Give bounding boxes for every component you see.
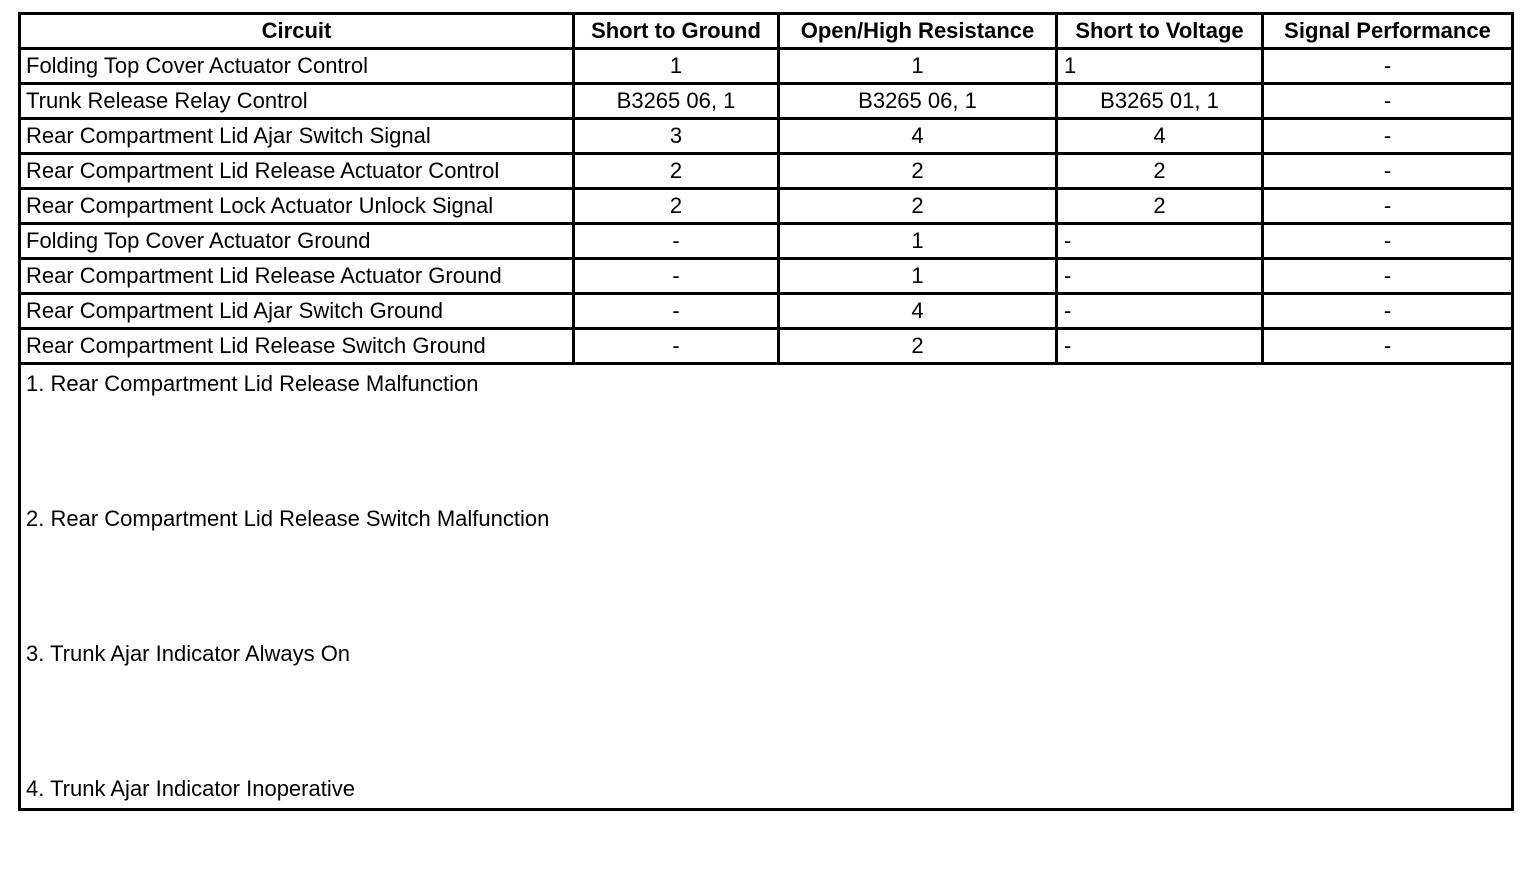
cell-circuit: Folding Top Cover Actuator Control bbox=[20, 49, 574, 84]
cell-open-high-resistance: 2 bbox=[779, 329, 1057, 364]
cell-open-high-resistance: 4 bbox=[779, 119, 1057, 154]
cell-short-to-ground: B3265 06, 1 bbox=[574, 84, 779, 119]
header-short-to-voltage: Short to Voltage bbox=[1057, 14, 1263, 49]
cell-circuit: Rear Compartment Lid Release Switch Ground bbox=[20, 329, 574, 364]
cell-open-high-resistance: B3265 06, 1 bbox=[779, 84, 1057, 119]
note-item: 1. Rear Compartment Lid Release Malfunction bbox=[26, 371, 479, 396]
cell-short-to-voltage: - bbox=[1057, 294, 1263, 329]
table-row bbox=[20, 189, 1513, 224]
cell-short-to-voltage: - bbox=[1057, 259, 1263, 294]
table-row bbox=[20, 154, 1513, 189]
cell-short-to-voltage: 2 bbox=[1057, 189, 1263, 224]
cell-short-to-voltage: 2 bbox=[1057, 154, 1263, 189]
cell-circuit: Rear Compartment Lid Ajar Switch Ground bbox=[20, 294, 574, 329]
header-circuit: Circuit bbox=[20, 14, 574, 49]
header-open-high-resistance: Open/High Resistance bbox=[779, 14, 1057, 49]
table-row bbox=[20, 259, 1513, 294]
cell-open-high-resistance: 2 bbox=[779, 189, 1057, 224]
cell-open-high-resistance: 1 bbox=[779, 49, 1057, 84]
cell-short-to-voltage: B3265 01, 1 bbox=[1057, 84, 1263, 119]
header-short-to-ground: Short to Ground bbox=[574, 14, 779, 49]
cell-circuit: Rear Compartment Lid Ajar Switch Signal bbox=[20, 119, 574, 154]
cell-signal-performance: - bbox=[1263, 84, 1513, 119]
table-row bbox=[20, 119, 1513, 154]
table-row bbox=[20, 329, 1513, 364]
cell-signal-performance: - bbox=[1263, 329, 1513, 364]
table-row bbox=[20, 84, 1513, 119]
cell-signal-performance: - bbox=[1263, 259, 1513, 294]
cell-open-high-resistance: 2 bbox=[779, 154, 1057, 189]
cell-signal-performance: - bbox=[1263, 49, 1513, 84]
cell-signal-performance: - bbox=[1263, 224, 1513, 259]
table-row bbox=[20, 224, 1513, 259]
cell-signal-performance: - bbox=[1263, 154, 1513, 189]
note-item: 2. Rear Compartment Lid Release Switch Malfunction bbox=[26, 506, 550, 531]
circuit-diagnostic-table bbox=[18, 12, 1514, 811]
cell-circuit: Folding Top Cover Actuator Ground bbox=[20, 224, 574, 259]
table-row bbox=[20, 294, 1513, 329]
table-row bbox=[20, 49, 1513, 84]
notes-list bbox=[26, 365, 1506, 805]
cell-short-to-ground: 2 bbox=[574, 154, 779, 189]
cell-signal-performance: - bbox=[1263, 119, 1513, 154]
cell-short-to-voltage: - bbox=[1057, 224, 1263, 259]
notes-cell bbox=[20, 364, 1513, 810]
cell-short-to-ground: - bbox=[574, 329, 779, 364]
note-item: 4. Trunk Ajar Indicator Inoperative bbox=[26, 776, 355, 801]
table-header-row bbox=[20, 14, 1513, 49]
cell-signal-performance: - bbox=[1263, 294, 1513, 329]
header-signal-performance: Signal Performance bbox=[1263, 14, 1513, 49]
cell-circuit: Rear Compartment Lock Actuator Unlock Signal bbox=[20, 189, 574, 224]
cell-circuit: Rear Compartment Lid Release Actuator Control bbox=[20, 154, 574, 189]
cell-short-to-ground: - bbox=[574, 224, 779, 259]
cell-open-high-resistance: 1 bbox=[779, 224, 1057, 259]
cell-short-to-voltage: 1 bbox=[1057, 49, 1263, 84]
cell-short-to-ground: 3 bbox=[574, 119, 779, 154]
cell-short-to-ground: - bbox=[574, 259, 779, 294]
note-item: 3. Trunk Ajar Indicator Always On bbox=[26, 641, 351, 666]
notes-row bbox=[20, 364, 1513, 810]
cell-open-high-resistance: 1 bbox=[779, 259, 1057, 294]
cell-short-to-ground: - bbox=[574, 294, 779, 329]
cell-short-to-ground: 1 bbox=[574, 49, 779, 84]
cell-open-high-resistance: 4 bbox=[779, 294, 1057, 329]
cell-circuit: Rear Compartment Lid Release Actuator Ground bbox=[20, 259, 574, 294]
cell-short-to-voltage: - bbox=[1057, 329, 1263, 364]
cell-circuit: Trunk Release Relay Control bbox=[20, 84, 574, 119]
cell-signal-performance: - bbox=[1263, 189, 1513, 224]
cell-short-to-ground: 2 bbox=[574, 189, 779, 224]
cell-short-to-voltage: 4 bbox=[1057, 119, 1263, 154]
